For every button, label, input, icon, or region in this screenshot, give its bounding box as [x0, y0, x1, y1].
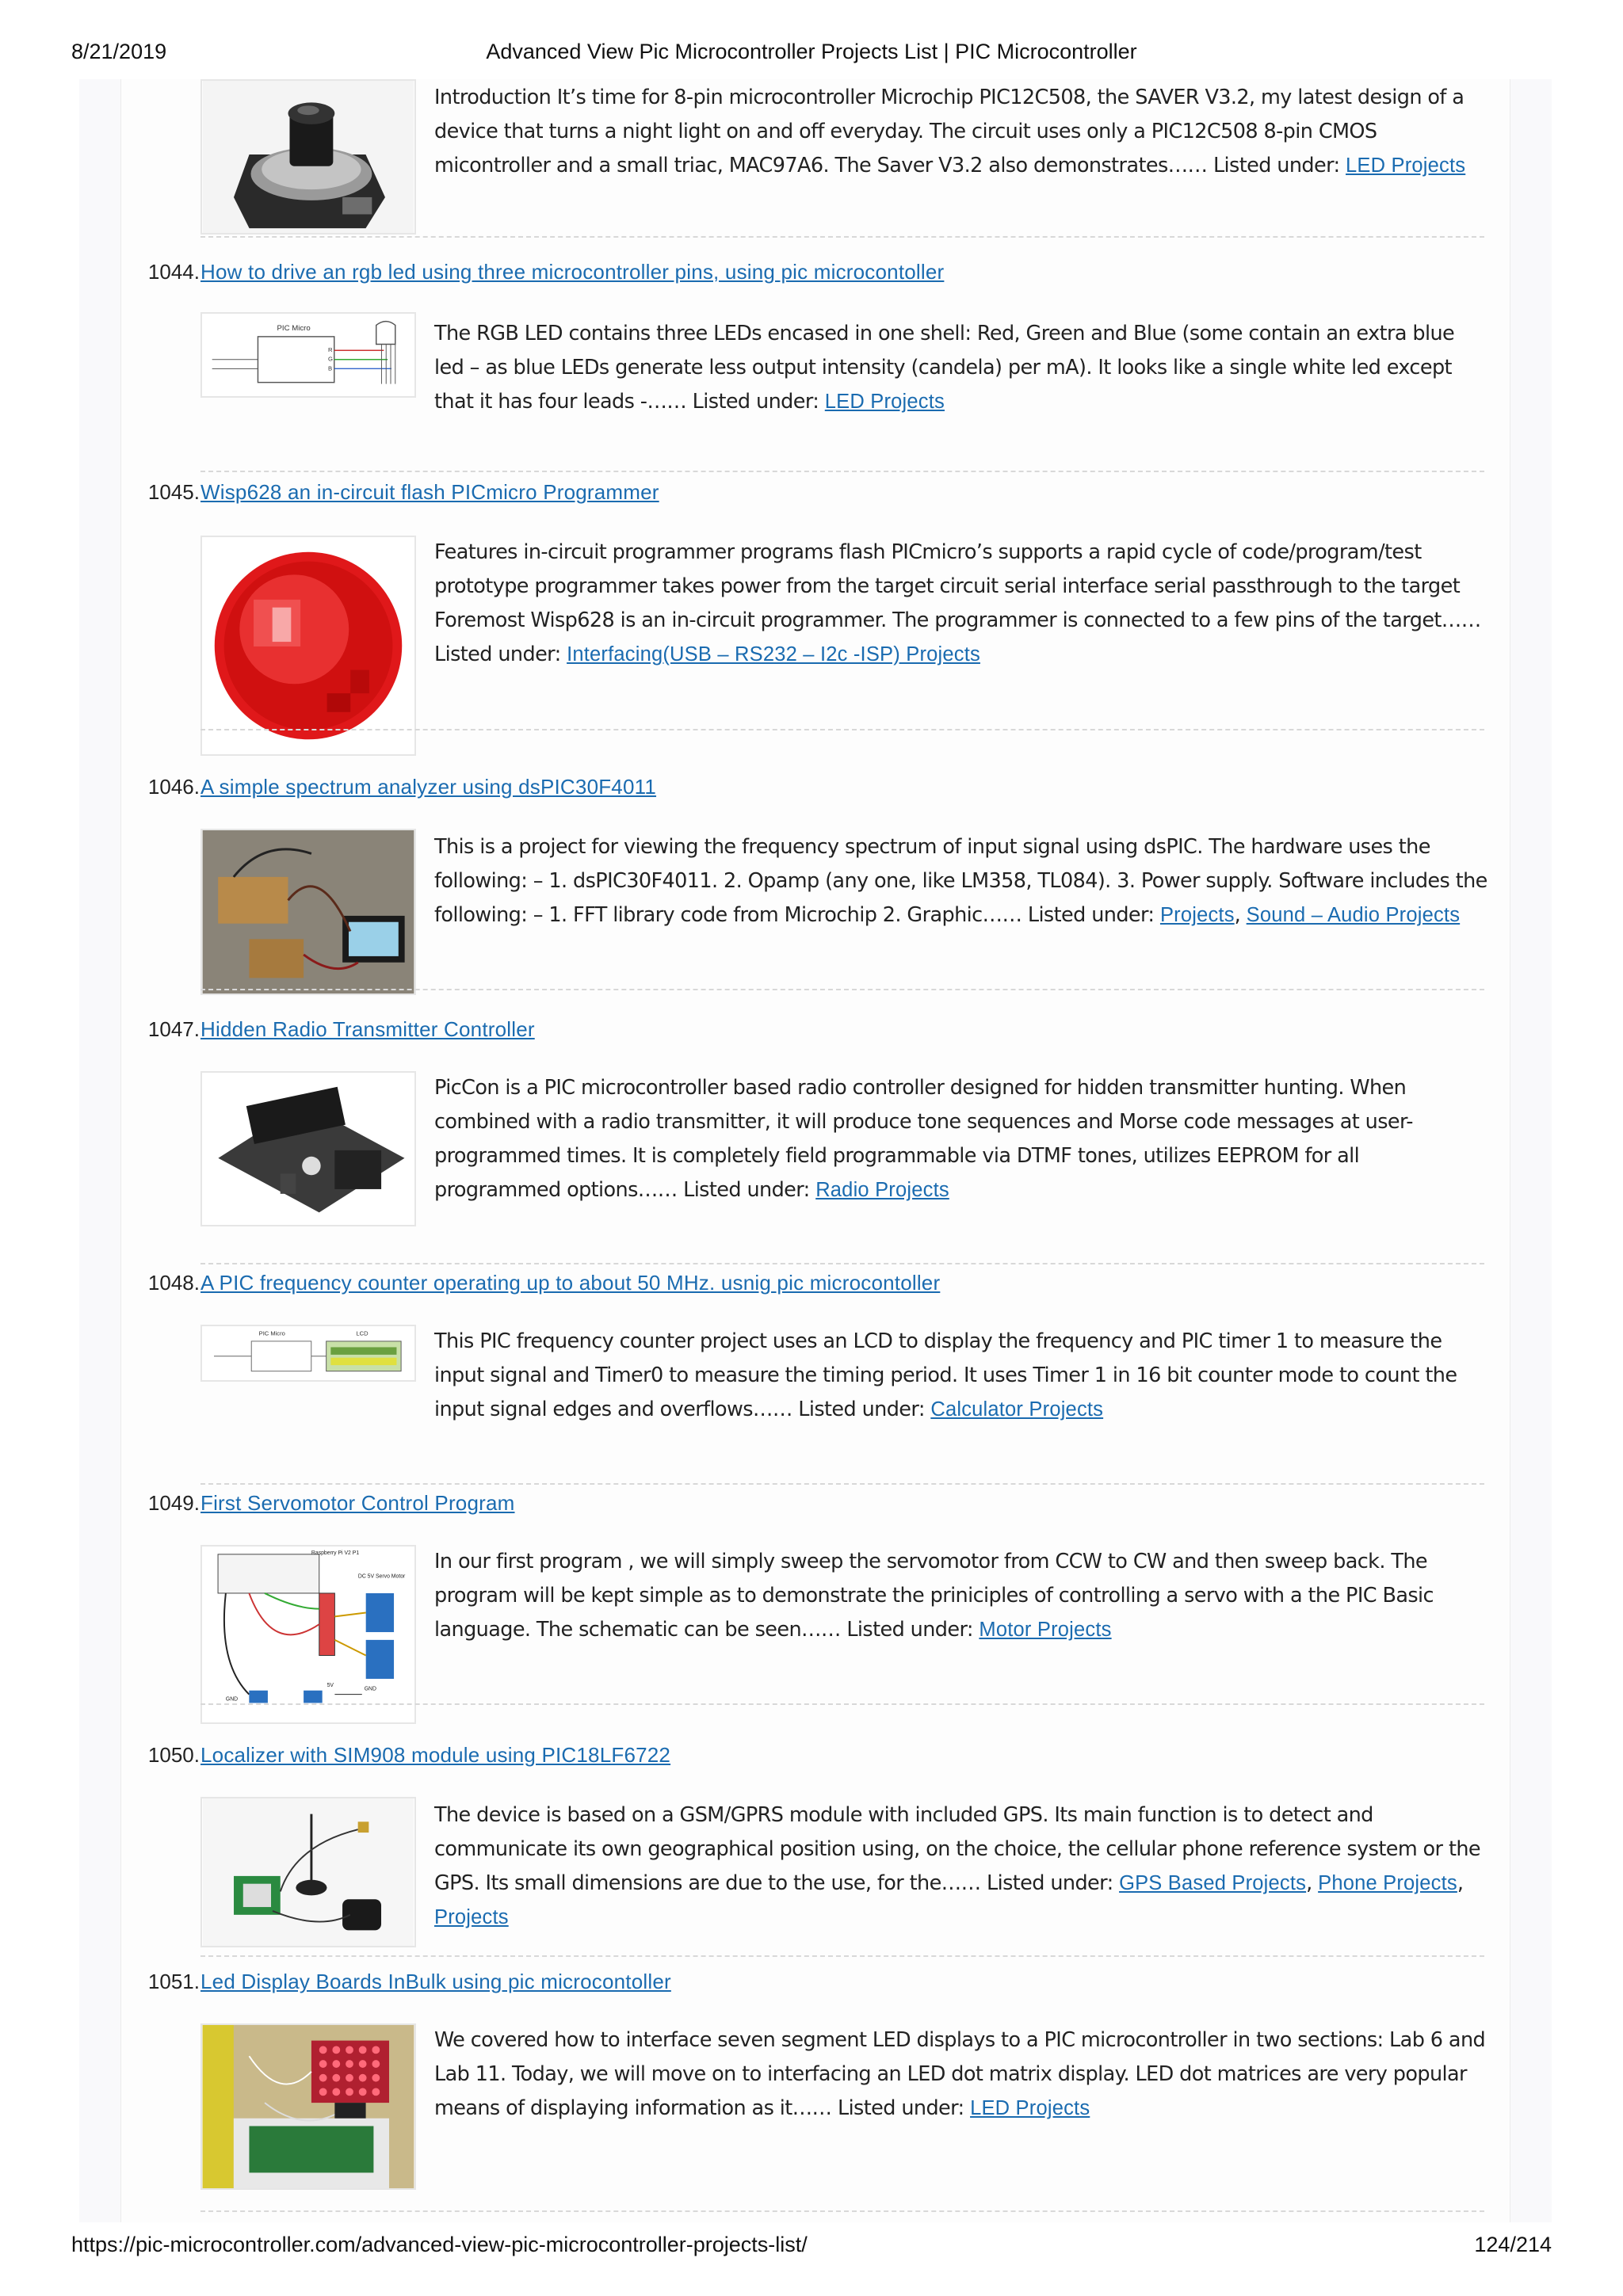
entry-separator [200, 1955, 1484, 1957]
five-volt-label: 5V [327, 1682, 334, 1688]
category-link[interactable]: Radio Projects [815, 1179, 949, 1201]
project-thumbnail[interactable] [200, 829, 416, 995]
project-title-link[interactable]: A PIC frequency counter operating up to about 50 MHz. usnig pic microcontoller [200, 1271, 941, 1295]
entry-separator [200, 729, 1484, 730]
rgb-led-schematic [202, 314, 414, 396]
gnd-right-label: GND [364, 1686, 376, 1692]
entry-separator [200, 1483, 1484, 1485]
entry-number: 1045. [147, 480, 200, 504]
led-matrix-breadboard-photo [202, 2025, 414, 2188]
category-link[interactable]: LED Projects [970, 2097, 1090, 2119]
board-label: Raspberry Pi V2 P1 [311, 1550, 360, 1556]
category-link[interactable]: Phone Projects [1318, 1872, 1457, 1894]
project-description [434, 317, 1488, 419]
project-title-link[interactable]: Localizer with SIM908 module using PIC18LF6722 [200, 1743, 671, 1767]
category-link[interactable]: Calculator Projects [930, 1398, 1104, 1421]
description-text: In our first program , we will simply sweep the servomotor from CCW to CW and then sweep back. The program will be kept simple as to demonstrate the priniciples of controlling a servo with a the PIC Basic language. The schematic can be seen…… Listed under: [434, 1550, 1434, 1642]
print-date: 8/21/2019 [71, 40, 167, 63]
spectrum-analyzer-boards-photo [202, 830, 414, 994]
entry-number: 1049. [147, 1491, 200, 1515]
chip-label: PIC Micro [258, 1329, 285, 1337]
pin-b-label: B [328, 364, 333, 372]
page-url: https://pic-microcontroller.com/advanced-view-pic-microcontroller-projects-list/ [71, 2233, 808, 2256]
entry-separator [200, 471, 1484, 472]
project-thumbnail[interactable] [200, 2023, 416, 2190]
category-link[interactable]: Projects [1159, 904, 1235, 926]
pushbutton-switch-photo [202, 81, 414, 233]
display-label: LCD [356, 1329, 369, 1337]
entry-separator [200, 2210, 1484, 2212]
project-title-link[interactable]: Led Display Boards InBulk using pic microcontoller [200, 1970, 671, 1993]
servo-wiring-diagram [202, 1547, 414, 1722]
project-thumbnail[interactable] [200, 1071, 416, 1226]
project-title-link[interactable]: How to drive an rgb led using three microcontroller pins, using pic microcontoller [200, 260, 945, 284]
description-text: Features in-circuit programmer programs flash PICmicro’s supports a rapid cycle of code/program/test prototype programmer takes power from the target circuit serial interface serial passthrough to the target Foremost Wisp628 is an in-circuit programmer. The programmer is connected to a few pins of the target…… Listed under: [434, 540, 1481, 666]
entry-number: 1044. [147, 260, 200, 284]
description-text: We covered how to interface seven segment LED displays to a PIC microcontroller in two sections: Lab 6 and Lab 11. Today, we will move on to interfacing an LED dot matrix display. LED dot matrices are very popular means of displaying information as it…… Listed under: [434, 2028, 1486, 2120]
entry-number: 1051. [147, 1970, 200, 1993]
page-title: Advanced View Pic Microcontroller Projects List | PIC Microcontroller [486, 40, 1137, 63]
description-text: PicCon is a PIC microcontroller based radio controller designed for hidden transmitter hunting. When combined with a radio transmitter, it will produce tone sequences and Morse code messages at user-programmed times. It is completely field programmable via DTMF tones, utilizes EEPROM for all programmed options…… Listed under: [434, 1076, 1413, 1202]
project-thumbnail[interactable] [200, 1545, 416, 1724]
project-description [434, 2023, 1488, 2126]
print-footer [71, 2233, 1552, 2260]
project-description: The device is based on a GSM/GPRS module with included GPS. Its main function is to detect and communicate its own geographical position using, on the choice, the cellular phone reference system or the GPS. Its small dimensions are due to the use, for the…… Listed under: GPS Based Projects, Phone Projects, Projects [434, 1803, 1481, 1928]
red-pixelated-led-icon [202, 537, 414, 754]
project-title-link[interactable]: Hidden Radio Transmitter Controller [200, 1017, 535, 1041]
project-description [434, 1071, 1488, 1207]
radio-controller-board-photo [202, 1073, 414, 1225]
project-thumbnail[interactable] [200, 79, 416, 235]
category-link[interactable]: LED Projects [824, 391, 945, 413]
category-link[interactable]: Interfacing(USB – RS232 – I2c -ISP) Projects [567, 643, 980, 666]
entry-number: 1050. [147, 1743, 200, 1767]
category-link[interactable]: Sound – Audio Projects [1246, 904, 1461, 926]
project-description [434, 536, 1488, 672]
entry-separator [200, 236, 1484, 238]
frequency-counter-schematic [202, 1326, 414, 1380]
description-text: This is a project for viewing the frequency spectrum of input signal using dsPIC. The hardware uses the following: – 1. dsPIC30F4011. 2. Opamp (any one, like LM358, TL084). 3. Power supply. Software includes the following: – 1. FFT library code from Microchip 2. Graphic…… Listed under: [434, 835, 1487, 927]
project-description [434, 81, 1488, 183]
entry-number: 1048. [147, 1271, 200, 1295]
description-text: Introduction It’s time for 8-pin microcontroller Microchip PIC12C508, the SAVER V3.2, my latest design of a device that turns a night light on and off everyday. The circuit uses only a PIC12C508 8-pin CMOS micontroller and a small triac, MAC97A6. The Saver V3.2 also demonstrates…… Listed under: [434, 86, 1465, 177]
category-link[interactable]: Projects [434, 1906, 509, 1928]
project-thumbnail[interactable] [200, 536, 416, 756]
gnd-left-label: GND [225, 1696, 239, 1703]
entry-separator [200, 989, 1484, 990]
description-text: This PIC frequency counter project uses an LCD to display the frequency and PIC timer 1 to measure the input signal and Timer0 to measure the timing period. It uses Timer 1 in 16 bit counter mode to count the input signal edges and overflows…… Listed under: [434, 1329, 1457, 1421]
description-text: The device is based on a GSM/GPRS module with included GPS. Its main function is to detect and communicate its own geographical position using, on the choice, the cellular phone reference system or the GPS. Its small dimensions are due to the use, for the…… Listed under: [434, 1803, 1481, 1895]
project-description [434, 1545, 1488, 1647]
gps-module-antenna-photo [202, 1798, 414, 1946]
chip-label: PIC Micro [277, 324, 311, 334]
pin-g-label: G [328, 355, 334, 363]
pin-r-label: R [328, 346, 333, 354]
entry-number: 1047. [147, 1017, 200, 1041]
page-number: 124/214 [1474, 2233, 1552, 2256]
entry-separator [200, 1703, 1484, 1705]
motor-label: DC 5V Servo Motor [357, 1573, 406, 1580]
print-header [71, 40, 1552, 67]
project-description [434, 1325, 1488, 1427]
project-thumbnail[interactable] [200, 312, 416, 398]
category-link[interactable]: GPS Based Projects [1119, 1872, 1307, 1894]
project-title-link[interactable]: First Servomotor Control Program [200, 1491, 515, 1515]
category-link[interactable]: LED Projects [1346, 154, 1466, 177]
description-text: The RGB LED contains three LEDs encased in one shell: Red, Green and Blue (some contain an extra blue led – as blue LEDs generate less output intensity (candela) per mA). It looks like a single white led except that it has four leads -…… Listed under: [434, 322, 1455, 414]
project-thumbnail[interactable] [200, 1325, 416, 1382]
project-title-link[interactable]: A simple spectrum analyzer using dsPIC30F4011 [200, 775, 657, 799]
entry-separator [200, 1263, 1484, 1264]
project-description: This is a project for viewing the frequency spectrum of input signal using dsPIC. The hardware uses the following: – 1. dsPIC30F4011. 2. Opamp (any one, like LM358, TL084). 3. Power supply. Software includes the following: – 1. FFT library code from Microchip 2. Graphic…… Listed under: Projects, Sound – Audio Projects [434, 835, 1487, 927]
project-title-link[interactable]: Wisp628 an in-circuit flash PICmicro Programmer [200, 480, 659, 504]
entry-number: 1046. [147, 775, 200, 799]
category-link[interactable]: Motor Projects [979, 1619, 1112, 1641]
project-thumbnail[interactable] [200, 1797, 416, 1947]
